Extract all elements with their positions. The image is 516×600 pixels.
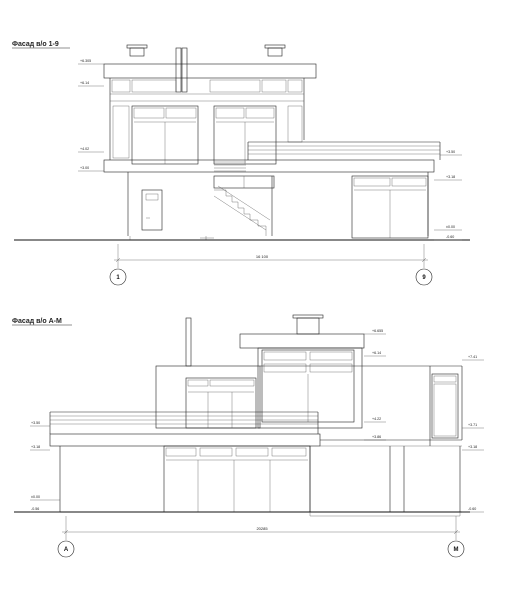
facade-1 [12,41,470,285]
level-label: +6.305 [80,59,92,63]
terrace-railing [50,412,318,434]
floor-slab [104,160,434,172]
level-label: +6.14 [80,81,90,85]
ground-floor [128,172,428,240]
levels-left [30,421,60,512]
stair-diagonal [214,186,270,236]
dimension-value: 16 100 [255,254,269,259]
grid-axis-9 [416,269,432,285]
dimension-line-2 [62,516,460,540]
level-label: -0.56 [31,507,40,511]
level-label: +3.00 [80,166,90,170]
upper-volume [156,348,462,446]
dimension-line-1 [114,244,428,268]
upper-floor [110,78,304,171]
level-label: +6.655 [372,329,384,333]
facade-1-title: Фасад в/о 1-9 [12,41,59,48]
level-label: -0.60 [468,507,477,511]
floor-slab [50,434,320,446]
level-label: ±0.00 [31,495,40,499]
level-label: +3.18 [468,445,478,449]
ground-floor [60,446,462,516]
chimney [186,315,323,366]
level-label: +3.86 [372,435,382,439]
levels-middle [364,329,386,440]
level-label: +4.02 [80,147,90,151]
level-label: +3.18 [446,175,456,179]
grid-axis-A [58,541,74,557]
level-label: +4.22 [372,417,382,421]
axis-label: М [453,547,459,553]
entrance-door [142,190,162,230]
window-upper-left [186,378,256,428]
level-label: +6.14 [372,351,382,355]
chimneys [127,45,285,92]
level-label: +3.50 [31,421,41,425]
grid-axis-1 [110,269,126,285]
facade-2 [12,315,484,557]
level-label: +7.41 [468,355,478,359]
level-label: +3.18 [31,445,41,449]
terrace [104,142,440,172]
axis-label: 1 [116,275,120,281]
levels-right [462,355,484,512]
dimension-value: 20285 [256,526,268,531]
axis-label: А [63,547,69,553]
grid-axis-M [448,541,464,557]
levels-left [78,59,104,171]
level-label: -0.60 [446,235,455,239]
facade-2-title: Фасад в/о А-М [12,318,62,325]
upper-roof [240,334,364,348]
level-label: +3.50 [446,150,456,154]
levels-right [434,150,462,240]
axis-label: 9 [422,275,426,281]
level-label: +3.71 [468,423,478,427]
level-label: ±0.00 [446,225,455,229]
roof-slab [104,64,316,78]
window-right-narrow [432,374,458,438]
